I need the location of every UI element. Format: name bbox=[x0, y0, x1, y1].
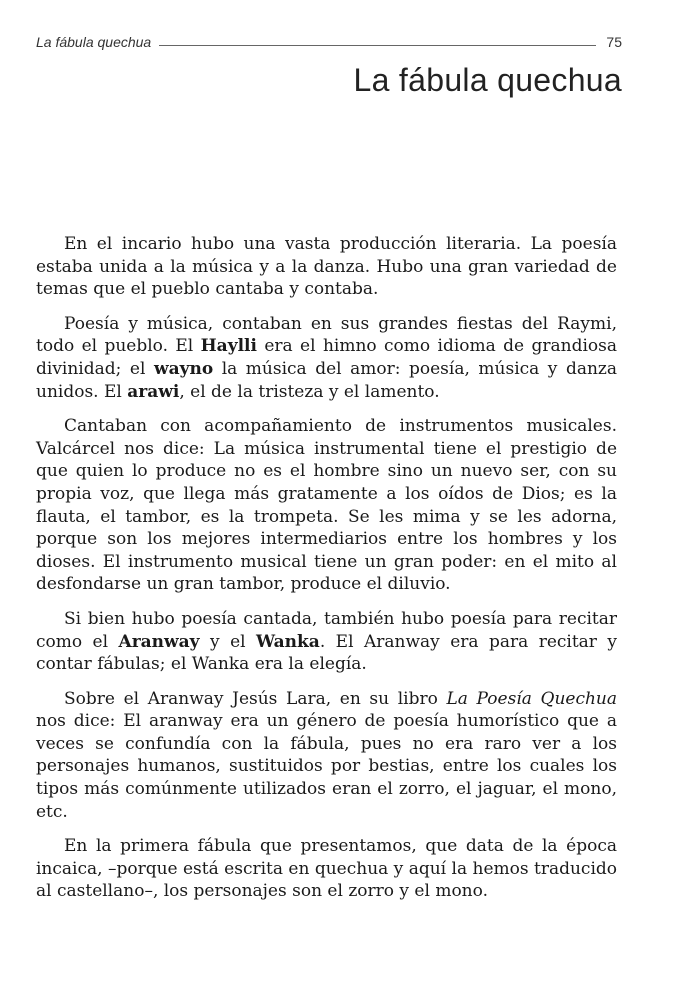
paragraph: Sobre el Aranway Jesús Lara, en su libro La Poesía Quechua nos dice: El aranway era un género de poesía humorístico que a veces se confundía con la fábula, pues no era raro ver a los personajes humanos, sustituidos por bestias, entre los cuales los tipos más comúnmente utilizados eran el zorro, el jaguar, el mono, etc. bbox=[36, 688, 618, 822]
term-arawi: arawi bbox=[127, 381, 180, 402]
term-haylli: Haylli bbox=[200, 336, 257, 357]
paragraph: En el incario hubo una vasta producción literaria. La poesía estaba unida a la música y a la danza. Hubo una gran variedad de temas que el pueblo cantaba y contaba. bbox=[36, 234, 617, 300]
paragraph: Poesía y música, contaban en sus grandes fiestas del Raymi, todo el pueblo. El Haylli era el himno como idioma de grandiosa divinidad; el wayno la música del amor: poesía, música y danza unidos. El arawi, el de la tristeza y el lamento. bbox=[36, 313, 617, 402]
term-wanka: Wanka bbox=[256, 631, 320, 652]
chapter-title: La fábula quechua bbox=[353, 62, 622, 98]
page-number: 75 bbox=[606, 34, 622, 50]
paragraph: Si bien hubo poesía cantada, también hubo poesía para recitar como el Aranway y el Wanka. El Aranway era para recitar y contar fábulas; el Wanka era la elegía. bbox=[36, 608, 617, 675]
body-text bbox=[36, 233, 617, 915]
running-header bbox=[36, 30, 622, 50]
paragraph: En la primera fábula que presentamos, que data de la época incaica, –porque está escrita en quechua y aquí la hemos traducido al castellano–, los personajes son el zorro y el mono. bbox=[36, 836, 617, 902]
book-title: La Poesía Quechua bbox=[446, 688, 618, 709]
header-rule bbox=[159, 45, 596, 46]
paragraph: Cantaban con acompañamiento de instrumentos musicales. Valcárcel nos dice: La música instrumental tiene el prestigio de que quien lo produce no es el hombre sino un nuevo ser, con su propia voz, que llega más gratamente a los oídos de Dios; es la flauta, el tambor, es la trompeta. Se les mima y se les adorna, porque son los mejores intermediarios entre los hombres y los dioses. El instrumento musical tiene un gran poder: en el mito al desfondarse un gran tambor, produce el diluvio. bbox=[36, 416, 617, 595]
term-aranway: Aranway bbox=[118, 631, 200, 652]
running-header-title: La fábula quechua bbox=[36, 34, 152, 50]
term-wayno: wayno bbox=[153, 358, 214, 379]
